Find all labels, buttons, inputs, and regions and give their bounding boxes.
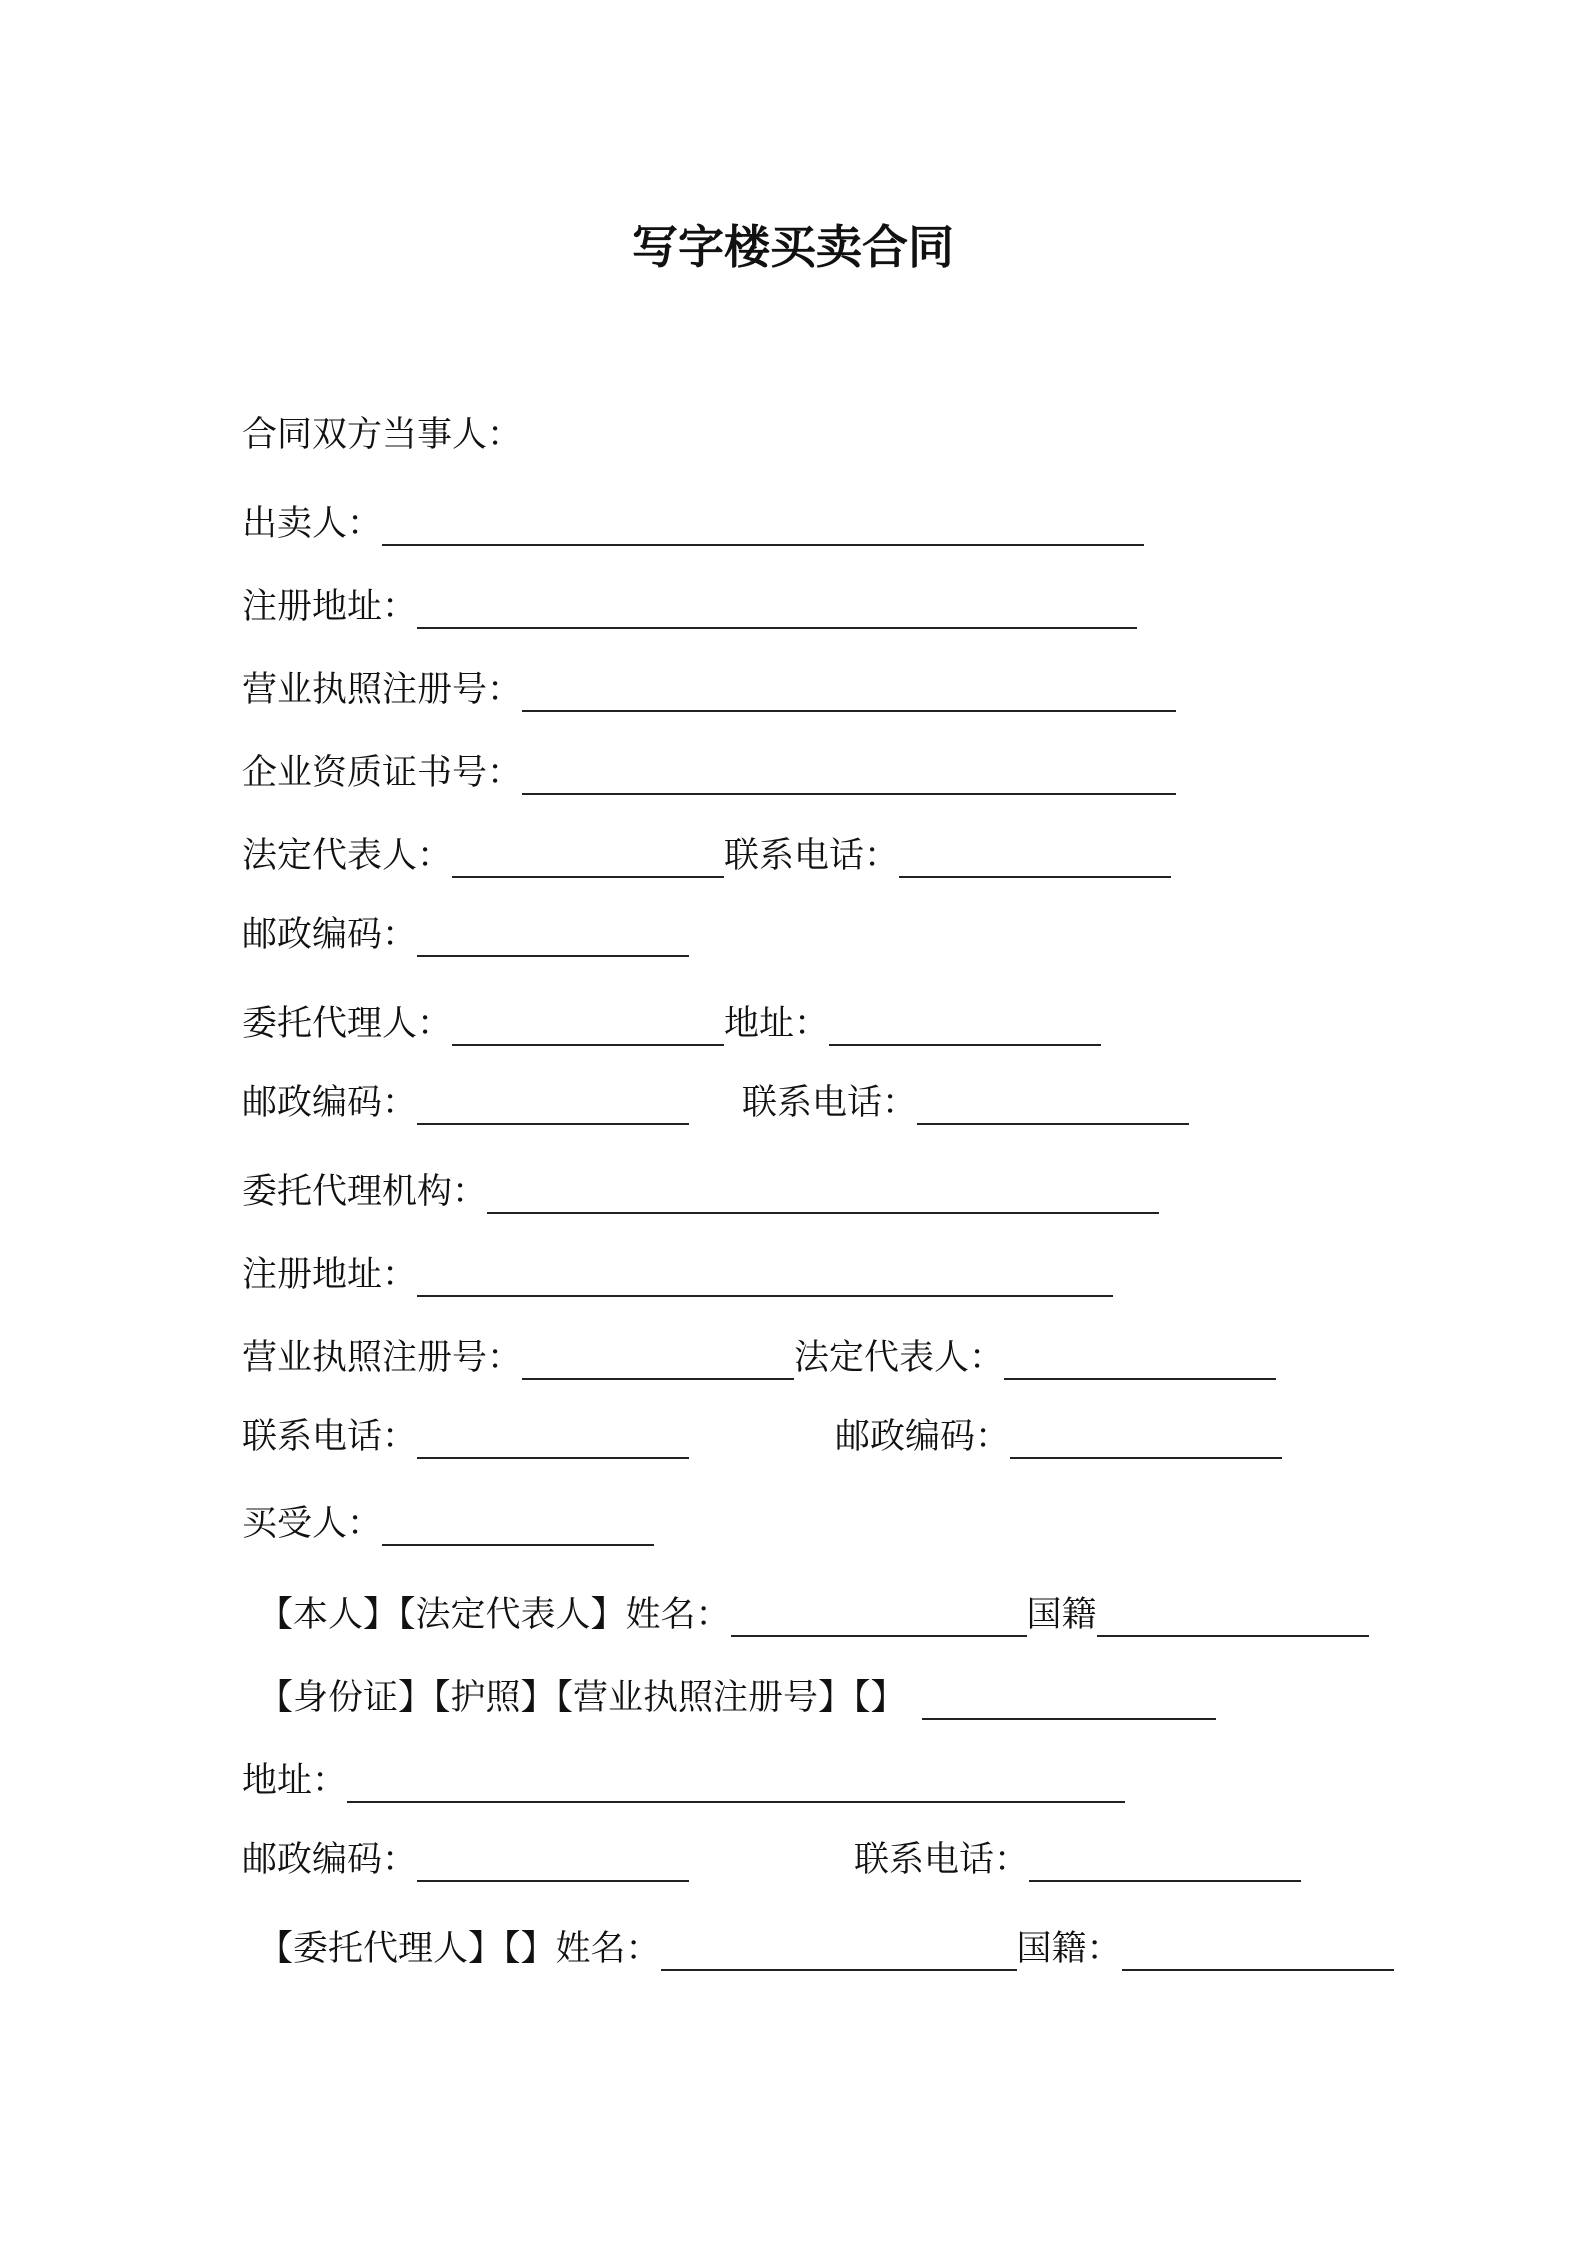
buyer-identity-line	[258, 1585, 1369, 1645]
agent-contact-line	[242, 1073, 689, 1133]
buyer-nationality-label: 国籍	[1026, 1595, 1097, 1635]
document-title: 写字楼买卖合同	[632, 220, 954, 274]
seller-phone-blank[interactable]	[899, 836, 1171, 878]
agency-name-label: 委托代理机构：	[242, 1172, 488, 1212]
seller-qualification-label: 企业资质证书号：	[242, 753, 523, 793]
buyer-agent-name-blank[interactable]	[661, 1929, 1017, 1971]
seller-name-line	[242, 494, 1144, 554]
seller-name-blank[interactable]	[382, 504, 1144, 546]
agency-reg-address-label: 注册地址：	[242, 1255, 418, 1295]
buyer-nationality-blank[interactable]	[1097, 1595, 1369, 1637]
buyer-name-label: 买受人：	[242, 1504, 383, 1544]
seller-reg-address-blank[interactable]	[417, 587, 1137, 629]
buyer-agent-nationality-label: 国籍：	[1016, 1929, 1122, 1969]
buyer-identity-name-label: 【本人】【法定代表人】姓名：	[258, 1595, 731, 1635]
agency-reg-address-blank[interactable]	[417, 1255, 1113, 1297]
agency-name-line	[242, 1162, 1159, 1222]
agency-legal-rep-label: 法定代表人：	[794, 1338, 1005, 1378]
seller-reg-address-line	[242, 577, 1137, 637]
seller-postcode-line	[242, 905, 689, 965]
buyer-address-blank[interactable]	[347, 1761, 1125, 1803]
buyer-address-label: 地址：	[242, 1761, 348, 1801]
buyer-name-blank[interactable]	[382, 1504, 654, 1546]
agency-license-label: 营业执照注册号：	[242, 1338, 523, 1378]
buyer-agent-name-label: 【委托代理人】【】姓名：	[258, 1929, 661, 1969]
agent-line	[242, 994, 1101, 1054]
buyer-phone-line	[854, 1830, 1301, 1890]
buyer-id-number-blank[interactable]	[922, 1678, 1216, 1720]
buyer-id-type-line	[258, 1668, 1216, 1728]
buyer-postcode-line	[242, 1830, 689, 1890]
agency-license-line	[242, 1328, 1276, 1388]
seller-legal-rep-label: 法定代表人：	[242, 836, 453, 876]
agent-phone-blank[interactable]	[917, 1083, 1189, 1125]
agency-phone-label: 联系电话：	[242, 1417, 418, 1457]
buyer-phone-blank[interactable]	[1029, 1840, 1301, 1882]
seller-postcode-label: 邮政编码：	[242, 915, 418, 955]
agency-reg-address-line	[242, 1245, 1113, 1305]
buyer-agent-line	[258, 1919, 1394, 1979]
agent-address-blank[interactable]	[829, 1004, 1101, 1046]
buyer-id-type-label: 【身份证】【护照】【营业执照注册号】【】	[258, 1678, 906, 1718]
buyer-postcode-blank[interactable]	[417, 1840, 689, 1882]
agency-name-blank[interactable]	[487, 1172, 1159, 1214]
agency-phone-blank[interactable]	[417, 1417, 689, 1459]
seller-qualification-blank[interactable]	[522, 753, 1176, 795]
buyer-identity-name-blank[interactable]	[731, 1595, 1027, 1637]
buyer-agent-nationality-blank[interactable]	[1122, 1929, 1394, 1971]
buyer-name-line	[242, 1494, 654, 1554]
agency-license-blank[interactable]	[522, 1338, 794, 1380]
agency-postcode-blank[interactable]	[1010, 1417, 1282, 1459]
seller-postcode-blank[interactable]	[417, 915, 689, 957]
buyer-address-line	[242, 1751, 1125, 1811]
agent-postcode-label: 邮政编码：	[242, 1083, 418, 1123]
buyer-phone-label: 联系电话：	[854, 1840, 1030, 1880]
seller-license-label: 营业执照注册号：	[242, 670, 523, 710]
seller-qualification-line	[242, 743, 1176, 803]
agency-legal-rep-blank[interactable]	[1004, 1338, 1276, 1380]
agent-name-label: 委托代理人：	[242, 1004, 453, 1044]
agent-phone-line	[742, 1073, 1189, 1133]
agency-postcode-line	[835, 1407, 1282, 1467]
seller-phone-label: 联系电话：	[724, 836, 900, 876]
agent-phone-label: 联系电话：	[742, 1083, 918, 1123]
seller-reg-address-label: 注册地址：	[242, 587, 418, 627]
seller-license-blank[interactable]	[522, 670, 1176, 712]
agent-address-label: 地址：	[724, 1004, 830, 1044]
agent-postcode-blank[interactable]	[417, 1083, 689, 1125]
agency-postcode-label: 邮政编码：	[835, 1417, 1011, 1457]
seller-name-label: 出卖人：	[242, 504, 383, 544]
buyer-postcode-label: 邮政编码：	[242, 1840, 418, 1880]
seller-legal-rep-line	[242, 826, 1171, 886]
seller-license-line	[242, 660, 1176, 720]
seller-legal-rep-blank[interactable]	[452, 836, 724, 878]
agency-phone-line	[242, 1407, 689, 1467]
parties-heading: 合同双方当事人：	[242, 415, 523, 455]
agent-name-blank[interactable]	[452, 1004, 724, 1046]
